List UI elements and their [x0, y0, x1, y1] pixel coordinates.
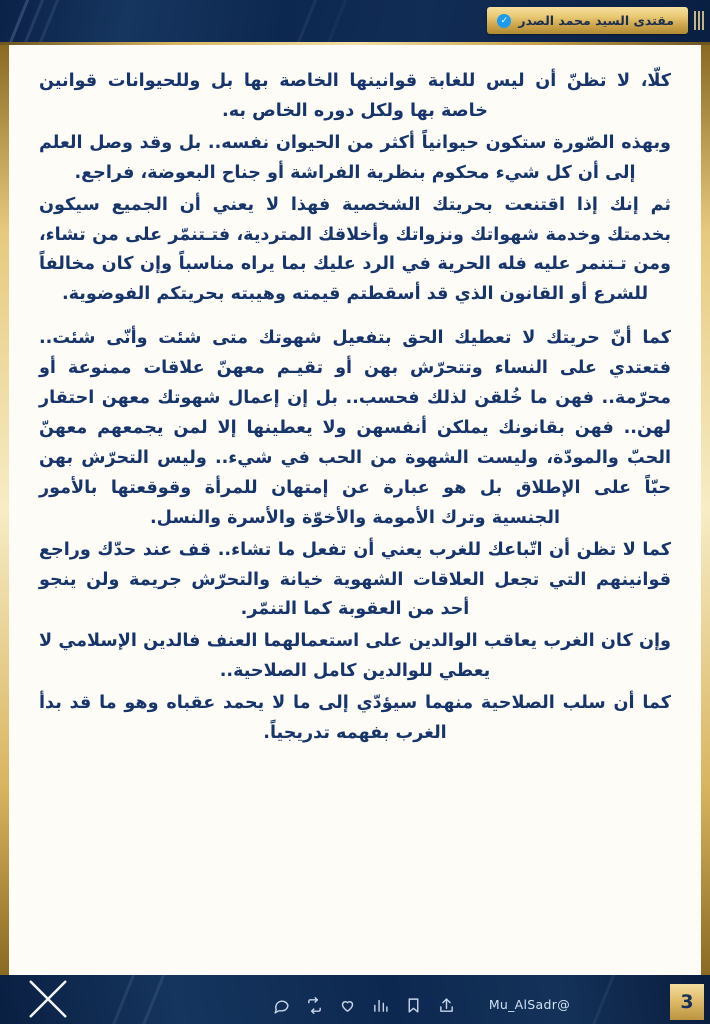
- x-logo: [24, 976, 72, 1022]
- account-handle[interactable]: @Mu_AlSadr: [488, 997, 570, 1012]
- paragraph: كما لا تظن أن اتّباعك للغرب يعني أن تفعل ما تشاء.. قف عند حدّك وراجع قوانينهم التي تجعل العلاقات الشهوية خيانة والتحرّش جريمة ولن ينجو أحد من العقوبة كما التنمّر.: [39, 539, 671, 620]
- action-bar: [273, 997, 455, 1014]
- banner-stripe-decoration: [101, 975, 141, 1024]
- banner-stripe-decoration: [37, 0, 70, 42]
- page-number: 3: [670, 984, 704, 1020]
- share-icon[interactable]: [438, 997, 455, 1014]
- reply-icon[interactable]: [273, 997, 290, 1014]
- paragraph: ثم إنك إذا اقتنعت بحريتك الشخصية فهذا لا يعني أن الجميع سيكون بخدمتك وخدمة شهواتك ونزواتك وأخلاقك المتردية، فتـتنمّر على من تشاء، ومن تـتنمر عليه فله الحرية في الرد عليك بما يراه مناسباً وإن كان مخالفاً للشرع أو القانون الذي قد أسقطتم قيمته وهيبته بحريتكم الفوضوية.: [39, 194, 671, 305]
- like-icon[interactable]: [339, 997, 356, 1014]
- banner-bars-decoration: [694, 11, 704, 30]
- paragraph: كلّا، لا تظنّ أن ليس للغابة قوانينها الخاصة بها بل وللحيوانات قوانين خاصة بها ولكل دوره الخاص به.: [39, 71, 671, 121]
- banner-stripe-decoration: [276, 0, 327, 42]
- brand-title: مقتدى السيد محمد الصدر: [518, 13, 674, 28]
- brand-plate: [487, 7, 688, 34]
- banner-stripe-decoration: [131, 975, 171, 1024]
- paragraph: كما أنّ حريتك لا تعطيك الحق بتفعيل شهوتك متى شئت وأنّى شئت.. فتعتدي على النساء وتتحرّش بهن أو تقيـم معهنّ علاقات ممنوعة أو محرّمة.. فهن ما خُلقن لذلك فحسب.. بل إن إعمال شهوتك معهن احتقار لهن.. فهن بقانونك يملكن أنفسهن ولا يعطينها إلا لمن يجمعهم معهنّ الحبّ والمودّة، وليست الشهوة من الحب في شيء.. وليس التحرّش بهن حبّاً على الإطلاق بل هو عبارة عن إمتهان للمرأة وقوقعتها بالأمور الجنسية وترك الأمومة والأخوّة والأسرة والنسل.: [39, 328, 671, 528]
- left-gold-edge: [0, 45, 9, 975]
- verified-badge-icon: ✓: [497, 14, 511, 28]
- retweet-icon[interactable]: [306, 997, 323, 1014]
- document-body: [9, 45, 701, 975]
- analytics-icon[interactable]: [372, 997, 389, 1014]
- banner-stripe-decoration: [581, 975, 621, 1024]
- paragraph: وإن كان الغرب يعاقب الوالدين على استعمالهما العنف فالدين الإسلامي لا يعطي للوالدين كامل الصلاحية..: [39, 631, 671, 682]
- paragraph: وبهذه الصّورة ستكون حيوانياً أكثر من الحيوان نفسه.. بل وقد وصل العلم إلى أن كل شيء محكوم بنظرية الفراشة أو جناح البعوضة، فراجع.: [39, 132, 671, 183]
- bookmark-icon[interactable]: [405, 997, 422, 1014]
- paragraph: كما أن سلب الصلاحية منهما سيؤدّي إلى ما لا يحمد عقباه وهو ما قد بدأ الغرب بفهمه تدريجياً.: [39, 693, 671, 744]
- bottom-banner: [0, 975, 710, 1024]
- top-banner: [0, 0, 710, 42]
- right-gold-edge: [701, 45, 710, 975]
